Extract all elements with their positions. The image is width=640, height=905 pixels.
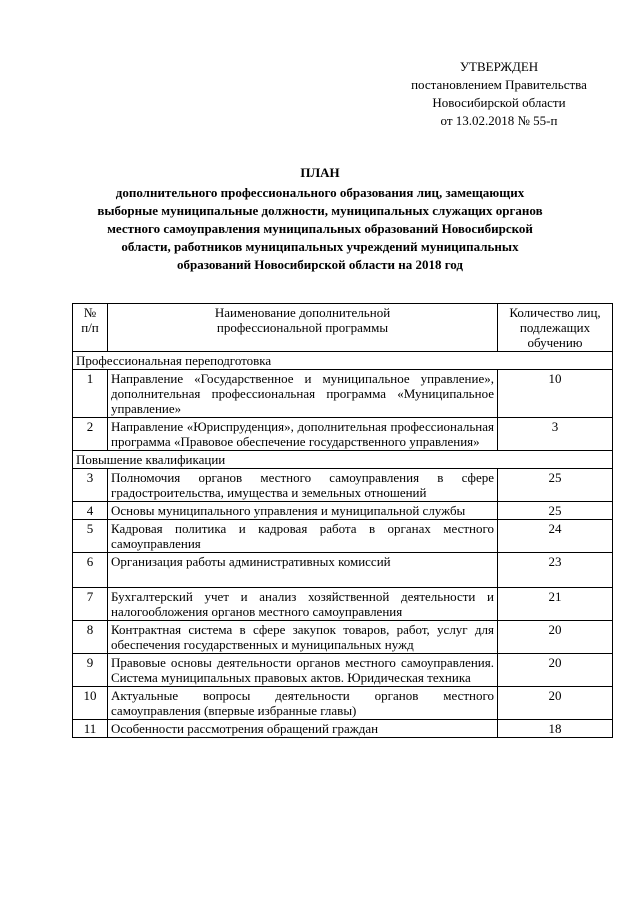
row-number: 2 (73, 418, 108, 451)
row-number: 7 (73, 588, 108, 621)
approval-line-2: постановлением Правительства (411, 77, 587, 92)
header-num-line-1: № (83, 305, 97, 320)
approval-line-4: от 13.02.2018 № 55-п (440, 113, 558, 128)
table-row (73, 687, 613, 720)
row-number: 10 (73, 687, 108, 720)
section-row (73, 451, 613, 469)
table-row (73, 418, 613, 451)
header-count-line-3: обучению (527, 335, 583, 350)
row-number: 6 (73, 553, 108, 588)
program-name: Полномочия органов местного самоуправления в сфере градостроительства, имущества и земельных отношений (108, 469, 498, 502)
program-name: Правовые основы деятельности органов местного самоуправления. Система муниципальных правовых актов. Юридическая техника (108, 654, 498, 687)
trainee-count: 10 (498, 370, 613, 418)
header-count-line-1: Количество лиц, (509, 305, 601, 320)
table-row (73, 553, 613, 588)
trainee-count: 24 (498, 520, 613, 553)
title-line-2: выборные муниципальные должности, муниципальных служащих органов (97, 203, 543, 218)
header-num-line-2: п/п (81, 320, 99, 335)
title-line-3: местного самоуправления муниципальных образований Новосибирской (107, 221, 533, 236)
row-number: 4 (73, 502, 108, 520)
program-name: Направление «Государственное и муниципальное управление», дополнительная профессиональная программа «Муниципальное управление» (108, 370, 498, 418)
trainee-count: 21 (498, 588, 613, 621)
table-row (73, 370, 613, 418)
approval-stamp (380, 58, 618, 130)
title-line-5: образований Новосибирской области на 2018 год (177, 257, 463, 272)
table-header-row (73, 304, 613, 352)
title-line-1: дополнительного профессионального образования лиц, замещающих (115, 185, 525, 200)
header-num (73, 304, 108, 352)
trainee-count: 20 (498, 621, 613, 654)
table-row (73, 654, 613, 687)
table-row (73, 520, 613, 553)
trainee-count: 25 (498, 502, 613, 520)
header-count (498, 304, 613, 352)
row-number: 5 (73, 520, 108, 553)
approval-line-3: Новосибирской области (432, 95, 566, 110)
row-number: 1 (73, 370, 108, 418)
trainee-count: 18 (498, 720, 613, 738)
section-title: Профессиональная переподготовка (73, 352, 613, 370)
document-title (70, 164, 570, 274)
header-name-line-2: профессиональной программы (216, 320, 389, 335)
table-row (73, 720, 613, 738)
title-heading: ПЛАН (300, 165, 340, 180)
header-name (108, 304, 498, 352)
trainee-count: 25 (498, 469, 613, 502)
trainee-count: 20 (498, 687, 613, 720)
program-name: Направление «Юриспруденция», дополнительная профессиональная программа «Правовое обеспечение государственного управления» (108, 418, 498, 451)
header-name-line-1: Наименование дополнительной (214, 305, 391, 320)
row-number: 3 (73, 469, 108, 502)
table-row (73, 588, 613, 621)
title-line-4: области, работников муниципальных учреждений муниципальных (121, 239, 519, 254)
program-name: Контрактная система в сфере закупок товаров, работ, услуг для обеспечения государственных и муниципальных нужд (108, 621, 498, 654)
section-title: Повышение квалификации (73, 451, 613, 469)
program-name: Бухгалтерский учет и анализ хозяйственной деятельности и налогообложения органов местного самоуправления (108, 588, 498, 621)
program-name: Основы муниципального управления и муниципальной службы (108, 502, 498, 520)
trainee-count: 20 (498, 654, 613, 687)
row-number: 8 (73, 621, 108, 654)
section-row (73, 352, 613, 370)
row-number: 11 (73, 720, 108, 738)
trainee-count: 3 (498, 418, 613, 451)
program-name: Особенности рассмотрения обращений граждан (108, 720, 498, 738)
header-count-line-2: подлежащих (519, 320, 591, 335)
program-name: Актуальные вопросы деятельности органов местного самоуправления (впервые избранные главы) (108, 687, 498, 720)
program-name: Организация работы административных комиссий (108, 553, 498, 588)
table-row (73, 469, 613, 502)
program-name: Кадровая политика и кадровая работа в органах местного самоуправления (108, 520, 498, 553)
row-number: 9 (73, 654, 108, 687)
approval-line-1: УТВЕРЖДЕН (459, 59, 539, 74)
trainee-count: 23 (498, 553, 613, 588)
table-row (73, 621, 613, 654)
table-row (73, 502, 613, 520)
plan-table (72, 303, 613, 738)
